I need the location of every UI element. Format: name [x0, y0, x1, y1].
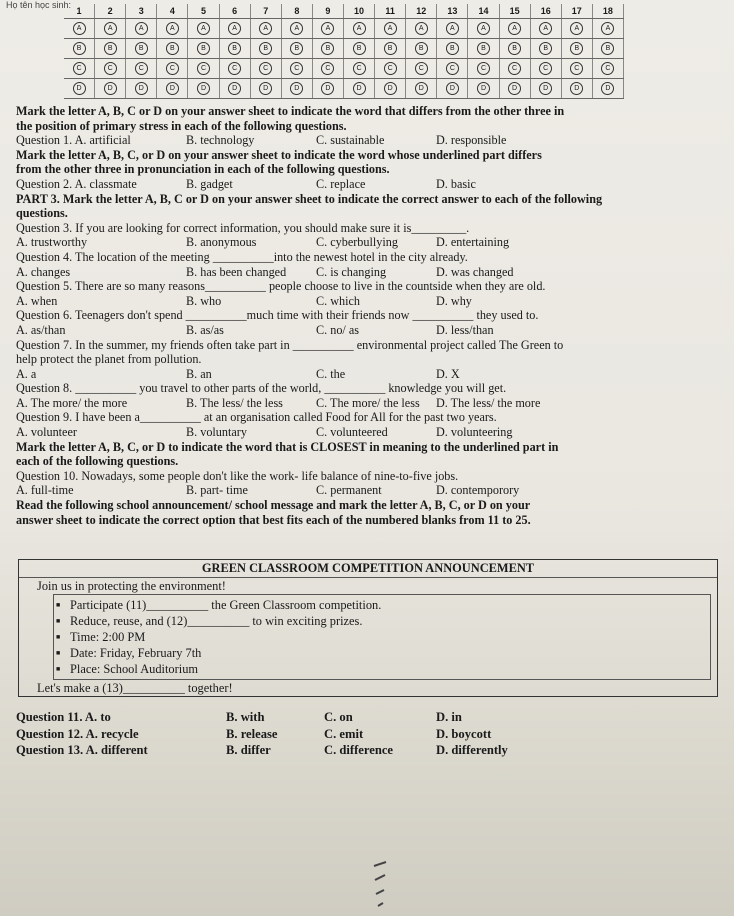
- answer-option: B. release: [226, 726, 278, 741]
- grid-cell: [220, 59, 251, 78]
- grid-cell: [251, 19, 282, 38]
- answer-option: C. volunteered: [316, 425, 388, 440]
- grid-letter-row: [64, 59, 624, 79]
- grid-number: 3: [126, 4, 157, 18]
- question-text-line: questions.: [16, 206, 68, 221]
- answer-option: C. the: [316, 366, 346, 381]
- answer-bubble[interactable]: D: [353, 82, 366, 95]
- announcement-intro: Join us in protecting the environment!: [37, 579, 226, 593]
- student-name-label: Họ tên học sinh:: [6, 0, 72, 10]
- answer-option: C. which: [316, 293, 361, 308]
- answer-bubble[interactable]: C: [73, 62, 86, 75]
- announcement-outro: Let's make a (13)__________ together!: [37, 681, 233, 695]
- grid-cell: [95, 39, 126, 58]
- option-line: [16, 425, 726, 440]
- answer-bubble[interactable]: C: [508, 62, 521, 75]
- answer-bubble[interactable]: C: [166, 62, 179, 75]
- answer-bubble[interactable]: C: [259, 62, 272, 75]
- answer-sheet-grid: [64, 4, 624, 104]
- option-line: [16, 294, 726, 309]
- answer-bubble[interactable]: D: [166, 82, 179, 95]
- option-line: [16, 133, 726, 148]
- grid-cell: [126, 19, 157, 38]
- grid-cell: [531, 39, 562, 58]
- answer-bubble[interactable]: D: [73, 82, 86, 95]
- option-line: [16, 235, 726, 250]
- answer-option: A. full-time: [16, 483, 74, 498]
- answer-option: C. on: [324, 710, 353, 724]
- answer-bubble[interactable]: A: [353, 22, 366, 35]
- answer-bubble[interactable]: C: [477, 62, 490, 75]
- grid-cell: [188, 19, 219, 38]
- announcement-item: ■ Place: School Auditorium: [70, 661, 710, 677]
- answer-bubble[interactable]: B: [197, 42, 210, 55]
- grid-cell: [437, 79, 468, 98]
- grid-number: 9: [313, 4, 344, 18]
- answer-bubble[interactable]: C: [321, 62, 334, 75]
- question-text-line: Question 9. I have been a__________ at an organisation called Food for All for the past two years.: [16, 410, 497, 425]
- answer-option: B. voluntary: [186, 425, 247, 440]
- answer-bubble[interactable]: B: [353, 42, 366, 55]
- grid-cell: [344, 59, 375, 78]
- question-text-line: Question 8. __________ you travel to other parts of the world, __________ knowledge you will get.: [16, 381, 507, 396]
- grid-cell: [468, 39, 499, 58]
- answer-bubble[interactable]: C: [384, 62, 397, 75]
- answer-bubble[interactable]: A: [601, 22, 614, 35]
- grid-number: 6: [220, 4, 251, 18]
- grid-cell: [593, 39, 624, 58]
- answer-option: D. boycott: [436, 726, 492, 741]
- answer-option: A. changes: [16, 264, 71, 279]
- question-text-line: Question 10. Nowadays, some people don't like the work- life balance of nine-to-five jobs.: [16, 468, 459, 483]
- answer-bubble[interactable]: A: [415, 22, 428, 35]
- answer-option: C. is changing: [316, 264, 387, 279]
- grid-cell: [437, 19, 468, 38]
- answer-option: Question 12. A. recycle: [16, 726, 139, 741]
- grid-cell: [282, 19, 313, 38]
- option-line: [16, 323, 726, 338]
- answer-bubble[interactable]: D: [384, 82, 397, 95]
- question-text-line: Question 6. Teenagers don't spend __________much time with their friends now __________ they used to.: [16, 308, 539, 323]
- announcement-item: ■ Date: Friday, February 7th: [70, 645, 710, 661]
- answer-option: B. gadget: [186, 176, 233, 191]
- answer-options: [16, 710, 726, 760]
- question-text-line: PART 3. Mark the letter A, B, C or D on your answer sheet to indicate the correct answer to each of the following: [16, 191, 603, 206]
- question-text-line: Mark the letter A, B, C, or D to indicate the word that is CLOSEST in meaning to the underlined part in: [16, 439, 559, 454]
- answer-option: B. as/as: [186, 322, 224, 337]
- option-line: [16, 177, 726, 192]
- answer-bubble[interactable]: A: [321, 22, 334, 35]
- grid-cell: [157, 39, 188, 58]
- answer-bubble[interactable]: D: [539, 82, 552, 95]
- answer-option: C. replace: [316, 176, 366, 191]
- answer-bubble[interactable]: D: [570, 82, 583, 95]
- grid-cell: [188, 59, 219, 78]
- answer-option: Question 2. A. classmate: [16, 176, 137, 191]
- answer-option: D. The less/ the more: [436, 395, 541, 410]
- answer-bubble[interactable]: C: [539, 62, 552, 75]
- answer-option: A. volunteer: [16, 425, 77, 440]
- grid-cell: [344, 19, 375, 38]
- answer-option: C. emit: [324, 726, 364, 741]
- grid-cell: [344, 39, 375, 58]
- answer-option: B. has been changed: [186, 264, 287, 279]
- answer-bubble[interactable]: B: [166, 42, 179, 55]
- grid-number: 15: [500, 4, 531, 18]
- answer-bubble[interactable]: C: [415, 62, 428, 75]
- answer-bubble[interactable]: B: [570, 42, 583, 55]
- answer-option: D. differently: [436, 743, 508, 757]
- option-line: [16, 483, 726, 498]
- answer-line: [16, 710, 726, 727]
- grid-cell: [188, 79, 219, 98]
- question-text-line: each of the following questions.: [16, 454, 179, 469]
- announcement-item: ■ Participate (11)__________ the Green Classroom competition.: [70, 597, 710, 613]
- answer-option: D. basic: [436, 176, 476, 191]
- answer-option: A. The more/ the more: [16, 395, 128, 410]
- answer-bubble[interactable]: B: [321, 42, 334, 55]
- answer-bubble[interactable]: B: [135, 42, 148, 55]
- grid-cell: [468, 79, 499, 98]
- question-text-line: answer sheet to indicate the correct option that best fits each of the numbered blanks from 11 to 25.: [16, 512, 531, 527]
- answer-option: A. as/than: [16, 322, 66, 337]
- answer-bubble[interactable]: C: [135, 62, 148, 75]
- question-content: [16, 104, 726, 527]
- answer-option: D. was changed: [436, 264, 514, 279]
- grid-cell: [251, 79, 282, 98]
- grid-cell: [500, 79, 531, 98]
- grid-number: 1: [64, 4, 95, 18]
- answer-option: D. X: [436, 366, 460, 381]
- question-text-line: Question 5. There are so many reasons__________ people choose to live in the countside when they are old.: [16, 279, 546, 294]
- grid-cell: [126, 39, 157, 58]
- grid-cell: [562, 79, 593, 98]
- answer-option: B. part- time: [186, 483, 248, 498]
- grid-cell: [437, 39, 468, 58]
- answer-option: B. anonymous: [186, 235, 257, 250]
- question-text-line: Mark the letter A, B, C, or D on your answer sheet to indicate the word whose underlined part differs: [16, 147, 542, 162]
- grid-number: 10: [344, 4, 375, 18]
- grid-cell: [500, 59, 531, 78]
- grid-cell: [313, 39, 344, 58]
- answer-bubble[interactable]: A: [135, 22, 148, 35]
- answer-option: D. why: [436, 293, 472, 308]
- answer-bubble[interactable]: C: [197, 62, 210, 75]
- grid-cell: [157, 19, 188, 38]
- question-text-line: the position of primary stress in each of the following questions.: [16, 118, 347, 133]
- grid-cell: [406, 79, 437, 98]
- grid-letter-row: [64, 79, 624, 99]
- grid-number: 5: [188, 4, 219, 18]
- grid-cell: [157, 79, 188, 98]
- grid-cell: [282, 79, 313, 98]
- answer-bubble[interactable]: B: [601, 42, 614, 55]
- grid-cell: [593, 19, 624, 38]
- grid-cell: [251, 39, 282, 58]
- grid-cell: [531, 59, 562, 78]
- announcement-item: ■ Reduce, reuse, and (12)__________ to win exciting prizes.: [70, 613, 710, 629]
- grid-number: 12: [406, 4, 437, 18]
- answer-option: A. a: [16, 366, 37, 381]
- grid-number: 18: [593, 4, 624, 18]
- answer-line: [16, 727, 726, 744]
- answer-option: D. volunteering: [436, 425, 513, 440]
- grid-cell: [313, 19, 344, 38]
- answer-bubble[interactable]: D: [104, 82, 117, 95]
- answer-option: B. who: [186, 293, 222, 308]
- answer-bubble[interactable]: C: [353, 62, 366, 75]
- grid-number: 8: [282, 4, 313, 18]
- answer-bubble[interactable]: B: [477, 42, 490, 55]
- question-text-line: Question 7. In the summer, my friends often take part in __________ environmental project called The Green to: [16, 337, 564, 352]
- grid-cell: [562, 19, 593, 38]
- grid-cell: [406, 59, 437, 78]
- grid-number: 11: [375, 4, 406, 18]
- answer-bubble[interactable]: A: [197, 22, 210, 35]
- answer-option: Question 13. A. different: [16, 743, 148, 757]
- answer-bubble[interactable]: B: [384, 42, 397, 55]
- answer-bubble[interactable]: D: [259, 82, 272, 95]
- grid-cell: [220, 39, 251, 58]
- answer-bubble[interactable]: A: [570, 22, 583, 35]
- answer-option: D. responsible: [436, 133, 507, 148]
- answer-bubble[interactable]: B: [415, 42, 428, 55]
- grid-cell: [95, 79, 126, 98]
- answer-bubble[interactable]: D: [415, 82, 428, 95]
- announcement-box: [18, 559, 718, 697]
- answer-bubble[interactable]: B: [539, 42, 552, 55]
- question-text-line: Question 3. If you are looking for correct information, you should make sure it is_________.: [16, 220, 470, 235]
- answer-bubble[interactable]: D: [197, 82, 210, 95]
- grid-cell: [562, 39, 593, 58]
- announcement-list: [53, 594, 711, 680]
- answer-bubble[interactable]: A: [539, 22, 552, 35]
- answer-bubble[interactable]: A: [384, 22, 397, 35]
- answer-bubble[interactable]: B: [259, 42, 272, 55]
- grid-cell: [437, 59, 468, 78]
- announcement-title: GREEN CLASSROOM COMPETITION ANNOUNCEMENT: [19, 560, 717, 578]
- answer-option: Question 11. A. to: [16, 710, 111, 724]
- answer-bubble[interactable]: A: [228, 22, 241, 35]
- grid-letter-row: [64, 19, 624, 39]
- answer-bubble[interactable]: A: [73, 22, 86, 35]
- grid-cell: [313, 79, 344, 98]
- grid-number-row: [64, 4, 624, 19]
- option-line: [16, 396, 726, 411]
- question-text-line: help protect the planet from pollution.: [16, 352, 202, 367]
- grid-cell: [500, 39, 531, 58]
- answer-option: C. no/ as: [316, 322, 359, 337]
- answer-bubble[interactable]: A: [259, 22, 272, 35]
- grid-cell: [282, 39, 313, 58]
- announcement-item: ■ Time: 2:00 PM: [70, 629, 710, 645]
- grid-cell: [406, 19, 437, 38]
- grid-cell: [593, 79, 624, 98]
- answer-option: C. difference: [324, 743, 394, 757]
- grid-number: 14: [468, 4, 499, 18]
- grid-cell: [157, 59, 188, 78]
- answer-option: B. with: [226, 710, 265, 724]
- grid-cell: [531, 19, 562, 38]
- grid-cell: [220, 19, 251, 38]
- grid-number: 16: [531, 4, 562, 18]
- grid-cell: [375, 39, 406, 58]
- answer-line: [16, 743, 726, 760]
- grid-cell: [375, 59, 406, 78]
- answer-bubble[interactable]: B: [508, 42, 521, 55]
- answer-option: B. differ: [226, 743, 271, 757]
- grid-cell: [251, 59, 282, 78]
- grid-cell: [375, 79, 406, 98]
- pencil-marks-icon: [372, 860, 392, 910]
- grid-cell: [64, 39, 95, 58]
- grid-cell: [64, 19, 95, 38]
- answer-bubble[interactable]: C: [446, 62, 459, 75]
- grid-number: 2: [95, 4, 126, 18]
- grid-cell: [64, 59, 95, 78]
- grid-cell: [344, 79, 375, 98]
- grid-cell: [593, 59, 624, 78]
- answer-option: D. entertaining: [436, 235, 510, 250]
- answer-bubble[interactable]: A: [166, 22, 179, 35]
- grid-cell: [531, 79, 562, 98]
- answer-option: C. permanent: [316, 483, 382, 498]
- answer-bubble[interactable]: D: [508, 82, 521, 95]
- grid-cell: [64, 79, 95, 98]
- answer-option: C. cyberbullying: [316, 235, 398, 250]
- option-line: [16, 367, 726, 382]
- answer-option: D. less/than: [436, 322, 494, 337]
- answer-option: A. when: [16, 293, 58, 308]
- grid-cell: [375, 19, 406, 38]
- question-text-line: from the other three in pronunciation in each of the following questions.: [16, 162, 390, 177]
- answer-bubble[interactable]: C: [228, 62, 241, 75]
- grid-cell: [188, 39, 219, 58]
- answer-option: D. contemporory: [436, 483, 520, 498]
- answer-option: A. trustworthy: [16, 235, 88, 250]
- answer-option: B. an: [186, 366, 212, 381]
- answer-bubble[interactable]: D: [601, 82, 614, 95]
- answer-bubble[interactable]: C: [601, 62, 614, 75]
- question-text-line: Read the following school announcement/ school message and mark the letter A, B, C, or D on your: [16, 498, 531, 513]
- grid-cell: [126, 79, 157, 98]
- grid-cell: [562, 59, 593, 78]
- grid-letter-row: [64, 39, 624, 59]
- answer-bubble[interactable]: D: [135, 82, 148, 95]
- grid-cell: [95, 59, 126, 78]
- answer-bubble[interactable]: A: [446, 22, 459, 35]
- answer-bubble[interactable]: C: [290, 62, 303, 75]
- answer-bubble[interactable]: B: [446, 42, 459, 55]
- answer-bubble[interactable]: D: [290, 82, 303, 95]
- grid-number: 4: [157, 4, 188, 18]
- grid-number: 17: [562, 4, 593, 18]
- grid-cell: [126, 59, 157, 78]
- grid-cell: [468, 19, 499, 38]
- grid-number: 7: [251, 4, 282, 18]
- question-text-line: Mark the letter A, B, C or D on your answer sheet to indicate the word that differs from the other three in: [16, 104, 565, 118]
- grid-cell: [220, 79, 251, 98]
- question-text-line: Question 4. The location of the meeting __________into the newest hotel in the city already.: [16, 249, 468, 264]
- answer-bubble[interactable]: A: [290, 22, 303, 35]
- grid-cell: [95, 19, 126, 38]
- answer-bubble[interactable]: B: [228, 42, 241, 55]
- answer-bubble[interactable]: B: [73, 42, 86, 55]
- answer-option: B. The less/ the less: [186, 395, 283, 410]
- answer-bubble[interactable]: B: [290, 42, 303, 55]
- answer-bubble[interactable]: A: [104, 22, 117, 35]
- grid-cell: [468, 59, 499, 78]
- answer-bubble[interactable]: D: [228, 82, 241, 95]
- answer-bubble[interactable]: A: [477, 22, 490, 35]
- option-line: [16, 265, 726, 280]
- answer-option: Question 1. A. artificial: [16, 133, 131, 148]
- answer-bubble[interactable]: C: [570, 62, 583, 75]
- grid-cell: [313, 59, 344, 78]
- answer-bubble[interactable]: A: [508, 22, 521, 35]
- answer-bubble[interactable]: D: [477, 82, 490, 95]
- answer-bubble[interactable]: D: [321, 82, 334, 95]
- answer-bubble[interactable]: B: [104, 42, 117, 55]
- answer-option: C. The more/ the less: [316, 395, 420, 410]
- grid-number: 13: [437, 4, 468, 18]
- grid-cell: [500, 19, 531, 38]
- answer-bubble[interactable]: C: [104, 62, 117, 75]
- answer-bubble[interactable]: D: [446, 82, 459, 95]
- grid-cell: [282, 59, 313, 78]
- answer-option: D. in: [436, 710, 462, 724]
- answer-option: C. sustainable: [316, 133, 385, 148]
- grid-cell: [406, 39, 437, 58]
- answer-option: B. technology: [186, 133, 255, 148]
